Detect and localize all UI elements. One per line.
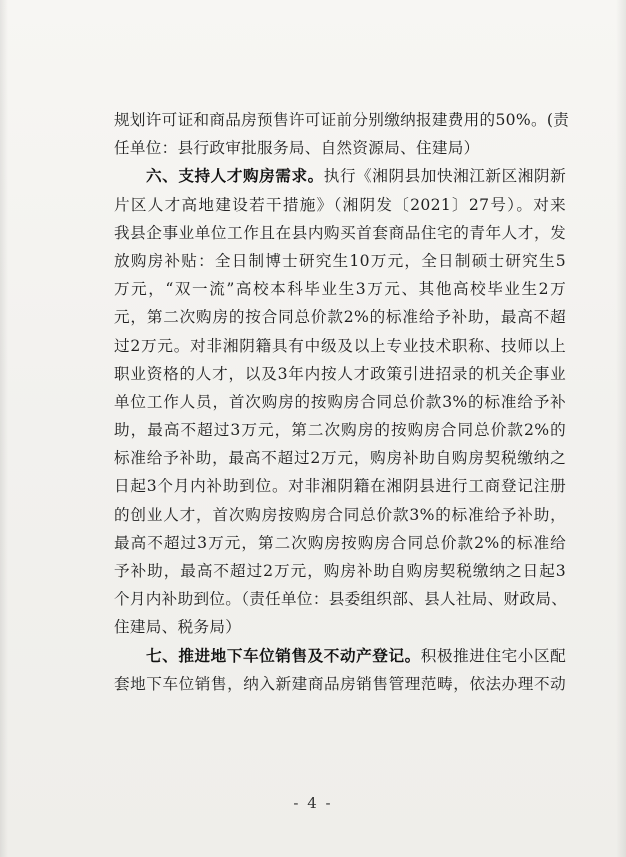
text-line	[114, 332, 566, 360]
line-text: 的创业人才，首次购房按购房合同总价款3%的标准给予补助，	[114, 505, 566, 524]
line-text: 单位工作人员，首次购房的按购房合同总价款3%的标准给予补	[114, 392, 566, 411]
text-line	[114, 444, 566, 472]
line-text: 标准给予补助，最高不超过2万元，购房补助自购房契税缴纳之	[114, 449, 566, 468]
line-text: 职业资格的人才，以及3年内按人才政策引进招录的机关企事业	[114, 364, 566, 383]
page-number: - 4 -	[293, 794, 333, 812]
text-line	[114, 529, 566, 557]
text-line	[114, 134, 566, 162]
text-line	[114, 219, 566, 247]
line-text: 片区人才高地建设若干措施》（湘阴发〔2021〕27号）。对来	[114, 195, 566, 214]
line-text: 积极推进住宅小区配	[420, 646, 567, 665]
text-line	[114, 303, 566, 331]
line-text: 最高不超过3万元，第二次购房按购房合同总价款2%的标准给	[114, 533, 566, 552]
line-text: 过2万元。对非湘阴籍具有中级及以上专业技术职称、技师以上	[114, 336, 566, 355]
text-line	[114, 416, 566, 444]
text-line	[114, 275, 566, 303]
line-text: 住建局、税务局）	[114, 618, 242, 637]
text-line	[114, 162, 566, 190]
line-text: 规划许可证和商品房预售许可证前分别缴纳报建费用的50%。(责	[114, 111, 570, 129]
text-line	[114, 557, 566, 585]
text-line	[114, 613, 566, 641]
text-line	[114, 501, 566, 529]
text-line	[114, 585, 566, 613]
line-text: 元，第二次购房的按合同总价款2%的标准给予补助，最高不超	[114, 308, 566, 327]
line-text: 我县企事业单位工作且在县内购买首套商品住宅的青年人才，发	[114, 223, 566, 242]
text-line	[114, 388, 566, 416]
line-text: 放购房补贴：全日制博士研究生10万元，全日制硕士研究生5	[114, 251, 566, 270]
document-body	[114, 106, 570, 698]
section-heading: 七、推进地下车位销售及不动产登记。	[146, 646, 421, 665]
line-text: 任单位：县行政审批服务局、自然资源局、住建局）	[114, 139, 480, 158]
page-edge-shadow-right	[616, 0, 626, 857]
line-text: 套地下车位销售，纳入新建商品房销售管理范畴，依法办理不动	[114, 674, 566, 693]
text-line	[114, 670, 566, 698]
section-heading: 六、支持人才购房需求。	[146, 167, 324, 186]
line-text: 助，最高不超过3万元，第二次购房的按购房合同总价款2%的	[114, 421, 566, 440]
line-text: 万元，“双一流”高校本科毕业生3万元、其他高校毕业生2万	[114, 280, 566, 299]
line-text: 日起3个月内补助到位。对非湘阴籍在湘阴县进行工商登记注册	[114, 477, 566, 496]
line-text: 个月内补助到位。（责任单位：县委组织部、县人社局、财政局、	[114, 590, 568, 609]
text-line	[114, 360, 566, 388]
text-line	[114, 106, 570, 134]
page-edge-shadow-left	[0, 0, 8, 857]
text-line	[114, 191, 566, 219]
text-line	[114, 472, 566, 500]
text-line	[114, 642, 566, 670]
text-line	[114, 247, 566, 275]
line-text: 予补助，最高不超过2万元，购房补助自购房契税缴纳之日起3	[114, 562, 566, 580]
line-text: 执行《湘阴县加快湘江新区湘阴新	[323, 167, 566, 186]
